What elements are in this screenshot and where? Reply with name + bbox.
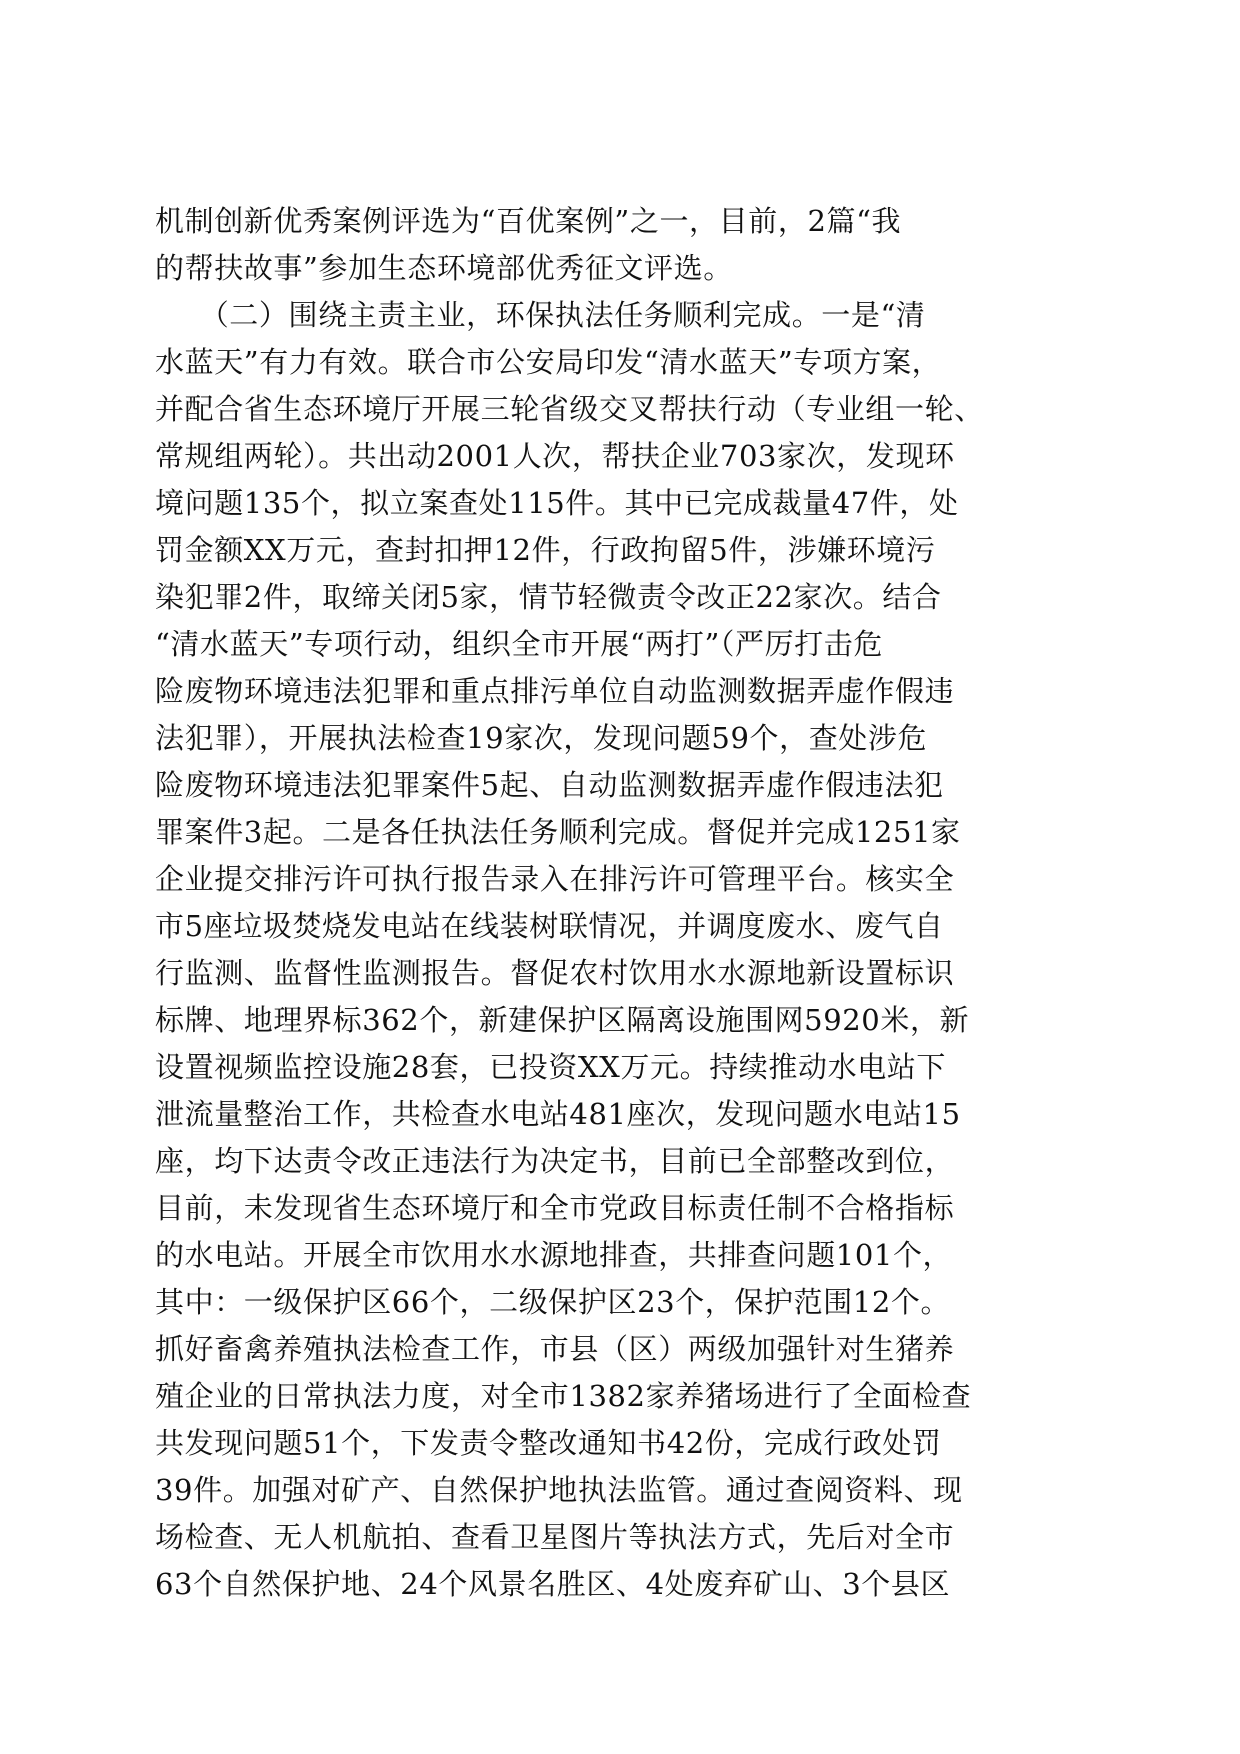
text-line: 殖企业的日常执法力度，对全市1382家养猪场进行了全面检查: [155, 1379, 972, 1413]
text-line: 市5座垃圾焚烧发电站在线装树联情况，并调度废水、废气自: [155, 909, 944, 943]
text-line: 的帮扶故事”参加生态环境部优秀征文评选。: [155, 251, 733, 285]
text-line: 场检查、无人机航拍、查看卫星图片等执法方式，先后对全市: [155, 1520, 955, 1554]
text-line: 并配合省生态环境厅开展三轮省级交叉帮扶行动（专业组一轮、: [155, 392, 984, 426]
text-line: 目前，未发现省生态环境厅和全市党政目标责任制不合格指标: [155, 1191, 955, 1225]
text-line: 险废物环境违法犯罪和重点排污单位自动监测数据弄虚作假违: [155, 674, 955, 708]
text-line: 罪案件3起。二是各任执法任务顺利完成。督促并完成1251家: [155, 815, 961, 849]
text-line: 共发现问题51个，下发责令整改通知书42份，完成行政处罚: [155, 1426, 942, 1460]
text-line: 的水电站。开展全市饮用水水源地排查，共排查问题101个，: [155, 1238, 953, 1272]
text-line: 险废物环境违法犯罪案件5起、自动监测数据弄虚作假违法犯: [155, 768, 944, 802]
text-line: 机制创新优秀案例评选为“百优案例”之一，目前，2篇“我: [155, 204, 902, 238]
text-line: 罚金额XX万元，查封扣押12件，行政拘留5件，涉嫌环境污: [155, 533, 936, 567]
text-line: 39件。加强对矿产、自然保护地执法监管。通过查阅资料、现: [155, 1473, 963, 1507]
section-heading-line: （二）围绕主责主业，环保执法任务顺利完成。一是“清: [155, 298, 926, 332]
text-line: 抓好畜禽养殖执法检查工作，市县（区）两级加强针对生猪养: [155, 1332, 955, 1366]
text-line: 63个自然保护地、24个风景名胜区、4处废弃矿山、3个县区: [155, 1567, 951, 1601]
text-line: 企业提交排污许可执行报告录入在排污许可管理平台。核实全: [155, 862, 955, 896]
text-line: 标牌、地理界标362个，新建保护区隔离设施围网5920米，新: [155, 1003, 970, 1037]
text-line: 染犯罪2件，取缔关闭5家，情节轻微责令改正22家次。结合: [155, 580, 942, 614]
text-line: 境问题135个，拟立案查处115件。其中已完成裁量47件，处: [155, 486, 959, 520]
text-line: 常规组两轮）。共出动2001人次，帮扶企业703家次，发现环: [155, 439, 955, 473]
text-line: 法犯罪），开展执法检查19家次，发现问题59个，查处涉危: [155, 721, 928, 755]
text-line: 泄流量整治工作，共检查水电站481座次，发现问题水电站15: [155, 1097, 961, 1131]
text-line: 设置视频监控设施28套，已投资XX万元。持续推动水电站下: [155, 1050, 946, 1084]
text-line: 其中：一级保护区66个，二级保护区23个，保护范围12个。: [155, 1285, 951, 1319]
text-line: 行监测、监督性监测报告。督促农村饮用水水源地新设置标识: [155, 956, 955, 990]
text-line: 座，均下达责令改正违法行为决定书，目前已全部整改到位，: [155, 1144, 955, 1178]
text-line: 水蓝天”有力有效。联合市公安局印发“清水蓝天”专项方案，: [155, 345, 942, 379]
text-line: “清水蓝天”专项行动，组织全市开展“两打”（严厉打击危: [155, 627, 884, 661]
body-text: [155, 198, 1085, 1608]
